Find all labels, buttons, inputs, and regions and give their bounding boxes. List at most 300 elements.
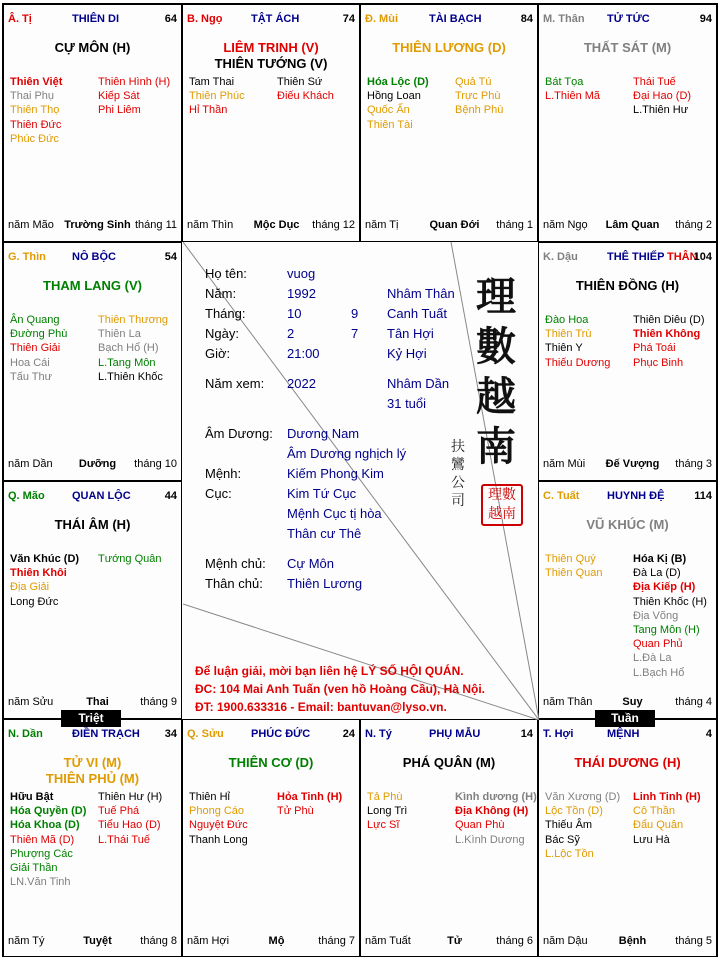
minor-star: Hồng Loan — [367, 90, 421, 103]
minor-star: Hỉ Thần — [189, 104, 228, 117]
palace-footer — [187, 219, 355, 233]
age-value: 31 tuổi — [387, 396, 427, 411]
palace-number: 14 — [520, 728, 533, 740]
minor-stars-left — [367, 75, 429, 132]
minor-star: L.Lộc Tồn — [545, 847, 594, 860]
minor-star: Linh Tinh (H) — [633, 791, 701, 803]
calligraphy-char: 鸞 — [451, 457, 465, 473]
minor-star: Hóa Quyền (D) — [10, 805, 87, 818]
palace-number: 4 — [705, 728, 712, 740]
calligraphy-char: 司 — [451, 493, 465, 509]
minor-stars-left — [10, 313, 67, 384]
palace-footer — [8, 935, 177, 949]
minor-star: L.Thiên Khốc — [98, 370, 163, 383]
life-stage: Bệnh — [618, 935, 647, 947]
main-star: THAM LANG (V) — [43, 278, 142, 293]
palace-cell-hoi[interactable] — [538, 719, 717, 957]
main-star: THIÊN TƯỚNG (V) — [214, 56, 328, 71]
amduong-value: Dương Nam — [287, 426, 360, 441]
main-stars — [539, 517, 716, 533]
contact-address: ĐC: 104 Mai Anh Tuấn (ven hồ Hoàng Cầu), Hà Nội. — [195, 682, 486, 696]
main-star: THIÊN ĐỒNG (H) — [575, 278, 680, 293]
minor-star: Lộc Tồn (D) — [545, 805, 603, 818]
palace-number: 104 — [693, 251, 712, 263]
menh-label: Mệnh: — [205, 466, 242, 481]
cycle-month: tháng 10 — [134, 458, 177, 470]
day-canchi: Tân Hợi — [387, 326, 434, 341]
year-canchi: Nhâm Thân — [387, 286, 455, 301]
cycle-month: tháng 3 — [675, 458, 712, 470]
minor-star: Bệnh Phù — [455, 104, 504, 117]
minor-star: Hóa Lộc (D) — [367, 76, 429, 88]
life-stage: Dưỡng — [78, 458, 117, 470]
cycle-month: tháng 6 — [496, 935, 533, 947]
main-star: PHÁ QUÂN (M) — [402, 755, 496, 770]
palace-name: MỆNH — [607, 728, 640, 740]
canchi-label: Q. Mão — [8, 490, 45, 502]
year-value: 1992 — [287, 286, 316, 301]
main-stars — [361, 755, 537, 771]
view-year-value: 2022 — [287, 376, 316, 391]
palace-cell-dau[interactable] — [538, 242, 717, 481]
palace-footer — [365, 935, 533, 949]
minor-stars-left — [545, 790, 620, 861]
minor-star: Thai Phụ — [10, 90, 55, 103]
name-label: Họ tên: — [205, 266, 247, 281]
minor-star: Thiên Quan — [545, 567, 603, 580]
minor-star: Thiên Mã (D) — [10, 833, 75, 846]
minor-star: Đại Hao (D) — [633, 90, 692, 103]
minor-stars-right — [633, 313, 705, 370]
seal-text: 理數 — [488, 487, 516, 503]
cycle-month: tháng 1 — [496, 219, 533, 231]
minor-star: Phục Binh — [633, 356, 684, 369]
minor-stars-left — [545, 552, 602, 580]
life-stage: Mộc Dục — [253, 219, 300, 231]
calligraphy-char: 理 — [476, 273, 516, 320]
main-star: THIÊN CƠ (D) — [228, 755, 314, 770]
minor-star: Thiên Trù — [545, 328, 592, 341]
minor-star: Phúc Đức — [10, 132, 59, 145]
palace-footer — [543, 458, 712, 472]
main-stars — [4, 755, 181, 787]
minor-star: Hữu Bật — [10, 791, 54, 803]
minor-star: Thiên Thương — [98, 314, 169, 326]
minor-star: Địa Kiếp (H) — [633, 581, 696, 594]
day-solar: 2 — [287, 326, 295, 341]
minor-stars-right — [455, 790, 537, 847]
cuc-value: Kim Tứ Cục — [287, 486, 357, 501]
main-star: THÁI ÂM (H) — [54, 517, 131, 532]
amduong-label: Âm Dương: — [205, 426, 273, 441]
main-stars — [183, 755, 359, 771]
cycle-year: năm Ngọ — [543, 219, 588, 231]
main-stars — [539, 40, 716, 56]
triet-tag: Triệt — [61, 710, 121, 727]
palace-header — [8, 13, 177, 27]
minor-star: Giải Thần — [10, 862, 58, 875]
palace-header — [187, 728, 355, 742]
than-chu-label: Thân chủ: — [205, 576, 263, 591]
palace-cell-thin[interactable] — [3, 242, 182, 481]
minor-star: L.Đà La — [633, 652, 672, 665]
main-star: THIÊN PHỦ (M) — [45, 771, 140, 786]
cycle-year: năm Tuất — [365, 935, 411, 947]
main-star: TỬ VI (M) — [63, 755, 122, 770]
palace-header — [543, 728, 712, 742]
minor-star: Tướng Quân — [98, 553, 162, 565]
palace-header — [8, 728, 177, 742]
palace-header — [187, 13, 355, 27]
palace-name: PHÚC ĐỨC — [251, 728, 311, 740]
minor-star: L.Thái Tuế — [98, 833, 150, 846]
palace-footer — [543, 219, 712, 233]
minor-star: Thiên Sứ — [277, 76, 323, 88]
cycle-year: năm Thìn — [187, 219, 234, 231]
palace-cell-ty[interactable] — [3, 4, 182, 242]
canchi-label: T. Hợi — [543, 728, 574, 740]
minor-star: Thiên Hỉ — [189, 791, 230, 803]
minor-star: Thanh Long — [189, 833, 248, 846]
minor-star: Quan Phủ — [633, 638, 683, 651]
minor-star: Văn Khúc (D) — [10, 553, 80, 565]
minor-star: L.Tang Môn — [98, 356, 156, 369]
canchi-label: K. Dậu — [543, 251, 578, 263]
palace-header — [365, 728, 533, 742]
palace-cell-mao[interactable] — [3, 481, 182, 719]
life-stage: Quan Đới — [429, 219, 480, 231]
main-stars — [539, 278, 716, 294]
minor-star: Phượng Các — [10, 847, 73, 860]
palace-cell-mui[interactable] — [360, 4, 538, 242]
minor-stars-right — [633, 552, 707, 680]
main-stars — [4, 278, 181, 294]
main-stars — [4, 40, 181, 56]
canchi-label: Đ. Mùi — [365, 13, 398, 25]
hour-label: Giờ: — [205, 346, 231, 361]
cycle-year: năm Thân — [543, 696, 593, 708]
view-year-canchi: Nhâm Dần — [387, 376, 450, 391]
cycle-year: năm Dần — [8, 458, 53, 470]
minor-star: Bác Sỹ — [545, 833, 580, 846]
minor-star: Trực Phù — [455, 90, 501, 103]
minor-star: Tang Môn (H) — [633, 624, 700, 637]
minor-star: Kiếp Sát — [98, 90, 140, 103]
minor-star: Phong Cáo — [189, 805, 245, 818]
contact-phone-email: ĐT: 1900.633316 - Email: bantuvan@lyso.vn. — [195, 700, 447, 714]
minor-star: Thiên Không — [633, 328, 701, 341]
palace-cell-ti[interactable] — [360, 719, 538, 957]
palace-name: PHỤ MẪU — [429, 728, 481, 740]
palace-number: 44 — [164, 490, 177, 502]
minor-star: Điếu Khách — [277, 90, 334, 103]
minor-star: Lực Sĩ — [367, 819, 400, 832]
canchi-label: N. Tý — [365, 728, 392, 740]
tuan-tag: Tuần — [595, 710, 655, 727]
minor-star: L.Thiên Mã — [545, 90, 601, 103]
palace-footer — [543, 696, 712, 710]
center-info-panel — [183, 242, 539, 720]
minor-star: Đẩu Quân — [633, 819, 684, 832]
minor-star: Thiên Diêu (D) — [633, 314, 705, 326]
palace-name: TÀI BẠCH — [429, 13, 482, 25]
minor-stars-left — [367, 790, 407, 833]
minor-star: Tả Phù — [367, 791, 403, 803]
minor-star: Địa Võng — [633, 609, 679, 622]
minor-stars-right — [455, 75, 503, 118]
palace-name: TẬT ÁCH — [251, 13, 300, 25]
canchi-label: G. Thìn — [8, 251, 46, 263]
main-stars — [183, 40, 359, 72]
palace-name: QUAN LỘC — [72, 490, 131, 502]
palace-cell-tuat[interactable] — [538, 481, 717, 719]
palace-name: NÔ BỘC — [72, 251, 116, 263]
minor-star: Quốc Ấn — [367, 104, 410, 117]
minor-star: Đà La (D) — [633, 567, 681, 580]
minor-stars-left — [189, 75, 245, 118]
palace-name: ĐIỀN TRẠCH — [72, 728, 140, 740]
main-stars — [539, 755, 716, 771]
calligraphy-subtitle — [451, 438, 469, 510]
palace-number: 74 — [342, 13, 355, 25]
life-stage: Suy — [622, 696, 643, 708]
day-lunar: 7 — [351, 326, 359, 341]
cycle-year: năm Tị — [365, 219, 399, 231]
calligraphy-char: 公 — [451, 475, 465, 491]
minor-star: Thiên Quý — [545, 553, 596, 565]
minor-star: Thiên Thọ — [10, 104, 60, 117]
life-stage: Đế Vượng — [605, 458, 660, 470]
minor-star: Thiên Việt — [10, 76, 63, 88]
hour-value: 21:00 — [287, 346, 320, 361]
minor-star: Hóa Kị (B) — [633, 553, 687, 565]
palace-number: 84 — [520, 13, 533, 25]
minor-stars-right — [633, 790, 701, 847]
canchi-label: C. Tuất — [543, 490, 580, 502]
cycle-year: năm Tý — [8, 935, 45, 947]
minor-star: Thiên Khôi — [10, 567, 67, 580]
month-solar: 10 — [287, 306, 302, 321]
day-label: Ngày: — [205, 326, 239, 341]
menh-value: Kiếm Phong Kim — [287, 466, 384, 481]
cycle-month: tháng 7 — [318, 935, 355, 947]
minor-star: Tam Thai — [189, 76, 235, 88]
minor-star: Cô Thần — [633, 805, 675, 818]
main-star: THÁI DƯƠNG (H) — [574, 755, 681, 770]
palace-name: THIÊN DI — [72, 13, 120, 25]
life-stage: Mộ — [268, 935, 285, 947]
minor-star: Thiên Hình (H) — [98, 76, 171, 88]
palace-footer — [543, 935, 712, 949]
palace-footer — [365, 219, 533, 233]
minor-star: L.Kình Dương — [455, 833, 525, 846]
minor-stars-left — [545, 75, 600, 103]
canchi-label: B. Ngọ — [187, 13, 223, 25]
palace-header — [365, 13, 533, 27]
palace-footer — [187, 935, 355, 949]
minor-stars-right — [277, 790, 342, 818]
minor-stars-right — [98, 313, 168, 384]
minor-star: Tấu Thư — [10, 370, 53, 383]
red-seal — [481, 484, 523, 526]
view-year-label: Năm xem: — [205, 376, 265, 391]
minor-star: LN.Văn Tinh — [10, 876, 71, 889]
menh-chu-value: Cự Môn — [287, 556, 334, 571]
minor-star: Nguyệt Đức — [189, 819, 248, 832]
minor-star: Đào Hoa — [545, 314, 589, 326]
palace-cell-ngo[interactable] — [182, 4, 360, 242]
minor-star: Tiểu Hao (D) — [98, 819, 161, 832]
cuc-label: Cục: — [205, 486, 232, 501]
minor-star: Kình dương (H) — [455, 791, 537, 803]
cycle-month: tháng 11 — [134, 219, 177, 231]
minor-star: Quả Tú — [455, 76, 492, 88]
main-star: THIÊN LƯƠNG (D) — [392, 40, 506, 55]
canchi-label: N. Dần — [8, 728, 43, 740]
minor-star: Thiên Hư (H) — [98, 791, 163, 803]
horoscope-chart — [2, 3, 718, 957]
canchi-label: Q. Sửu — [187, 728, 224, 740]
minor-star: Hoa Cái — [10, 356, 50, 369]
palace-number: 114 — [694, 490, 712, 502]
month-canchi: Canh Tuất — [387, 306, 447, 321]
minor-stars-right — [98, 790, 162, 847]
cycle-year: năm Dậu — [543, 935, 588, 947]
main-stars — [4, 517, 181, 533]
palace-cell-than_top[interactable] — [538, 4, 717, 242]
cycle-month: tháng 4 — [675, 696, 712, 708]
cycle-month: tháng 2 — [675, 219, 712, 231]
palace-name: HUYNH ĐỆ — [607, 490, 665, 502]
cycle-year: năm Sửu — [8, 696, 54, 708]
cycle-year: năm Mùi — [543, 458, 586, 470]
minor-star: Long Trì — [367, 805, 408, 818]
palace-footer — [8, 219, 177, 233]
cuc-relation: Mệnh Cục tị hòa — [287, 506, 382, 521]
main-star: VŨ KHÚC (M) — [586, 517, 669, 532]
than-position: Thân cư Thê — [287, 526, 362, 541]
year-label: Năm: — [205, 286, 237, 301]
hour-canchi: Kỷ Hợi — [387, 346, 427, 361]
palace-cell-dan[interactable] — [3, 719, 182, 957]
palace-name: TỬ TỨC — [607, 13, 650, 25]
cycle-year: năm Hợi — [187, 935, 230, 947]
minor-stars-left — [189, 790, 248, 847]
life-stage: Lâm Quan — [605, 219, 660, 231]
contact-line-1: Để luận giải, mời bạn liên hệ LÝ SỐ HỘI QUÁN. — [195, 664, 464, 678]
calligraphy-char: 數 — [476, 323, 516, 370]
cycle-month: tháng 5 — [675, 935, 712, 947]
than-chu-value: Thiên Lương — [287, 576, 363, 591]
minor-star: Thái Tuế — [633, 76, 676, 88]
minor-star: Tuế Phá — [98, 805, 140, 818]
calligraphy-title — [471, 272, 521, 472]
palace-header — [543, 490, 712, 504]
minor-stars-right — [633, 75, 691, 118]
palace-header — [8, 490, 177, 504]
name-value: vuog — [287, 266, 316, 281]
month-lunar: 9 — [351, 306, 359, 321]
palace-header — [543, 13, 712, 27]
palace-header — [543, 251, 712, 265]
main-star: LIÊM TRINH (V) — [223, 40, 319, 55]
minor-stars-right — [277, 75, 334, 103]
palace-number: 34 — [164, 728, 177, 740]
palace-number: 64 — [164, 13, 177, 25]
month-label: Tháng: — [205, 306, 246, 321]
life-stage: Tuyệt — [83, 935, 112, 947]
cycle-month: tháng 9 — [140, 696, 177, 708]
minor-star: Văn Xương (D) — [545, 791, 621, 803]
palace-number: 24 — [342, 728, 355, 740]
life-stage: Tử — [447, 935, 462, 947]
minor-star: Ân Quang — [10, 314, 60, 326]
canchi-label: M. Thân — [543, 13, 585, 25]
minor-stars-left — [10, 75, 62, 146]
cycle-month: tháng 8 — [140, 935, 177, 947]
calligraphy-char: 扶 — [451, 439, 465, 455]
menh-chu-label: Mệnh chủ: — [205, 556, 266, 571]
minor-star: Đường Phù — [10, 328, 68, 341]
minor-star: Hỏa Tinh (H) — [277, 791, 343, 803]
minor-stars-right — [98, 552, 162, 566]
canchi-label: Â. Tị — [8, 13, 32, 25]
main-star: CỰ MÔN (H) — [54, 40, 131, 55]
palace-header — [8, 251, 177, 265]
minor-star: Thiên Tài — [367, 118, 413, 131]
minor-stars-left — [10, 790, 86, 889]
palace-footer — [8, 458, 177, 472]
minor-star: Địa Giải — [10, 581, 50, 594]
minor-star: Quan Phù — [455, 819, 505, 832]
minor-star: Thiên Giải — [10, 342, 61, 355]
minor-star: Lưu Hà — [633, 833, 670, 846]
life-stage: Trường Sinh — [64, 219, 131, 231]
minor-star: Bạch Hổ (H) — [98, 342, 159, 355]
life-stage: Thai — [86, 696, 109, 708]
minor-star: L.Bạch Hổ — [633, 666, 685, 679]
minor-star: Thiếu Dương — [545, 356, 611, 369]
amduong-relation: Âm Dương nghịch lý — [287, 446, 407, 461]
palace-name: THÊ THIẾP — [607, 251, 665, 263]
minor-star: Hóa Khoa (D) — [10, 819, 80, 832]
minor-star: L.Thiên Hư — [633, 104, 689, 117]
minor-star: Thiên Đức — [10, 118, 62, 131]
palace-footer — [8, 696, 177, 710]
calligraphy-char: 越 — [476, 373, 516, 420]
cycle-month: tháng 12 — [312, 219, 355, 231]
minor-stars-left — [545, 313, 610, 370]
calligraphy-char: 南 — [476, 423, 516, 470]
minor-stars-right — [98, 75, 170, 118]
minor-star: Thiên Khốc (H) — [633, 595, 707, 608]
minor-stars-left — [10, 552, 79, 609]
seal-text: 越南 — [488, 506, 516, 522]
minor-star: Thiên Phúc — [189, 90, 245, 103]
palace-cell-suu[interactable] — [182, 719, 360, 957]
minor-star: Thiên La — [98, 328, 141, 341]
minor-star: Phi Liêm — [98, 104, 141, 117]
minor-star: Tử Phù — [277, 805, 314, 818]
minor-star: Địa Không (H) — [455, 805, 529, 818]
main-stars — [361, 40, 537, 56]
minor-star: Thiếu Âm — [545, 819, 593, 832]
minor-star: Phá Toái — [633, 342, 676, 355]
minor-star: Bát Tọa — [545, 76, 584, 88]
minor-star: Long Đức — [10, 595, 59, 608]
palace-number: 54 — [164, 251, 177, 263]
main-star: THẤT SÁT (M) — [583, 40, 672, 55]
